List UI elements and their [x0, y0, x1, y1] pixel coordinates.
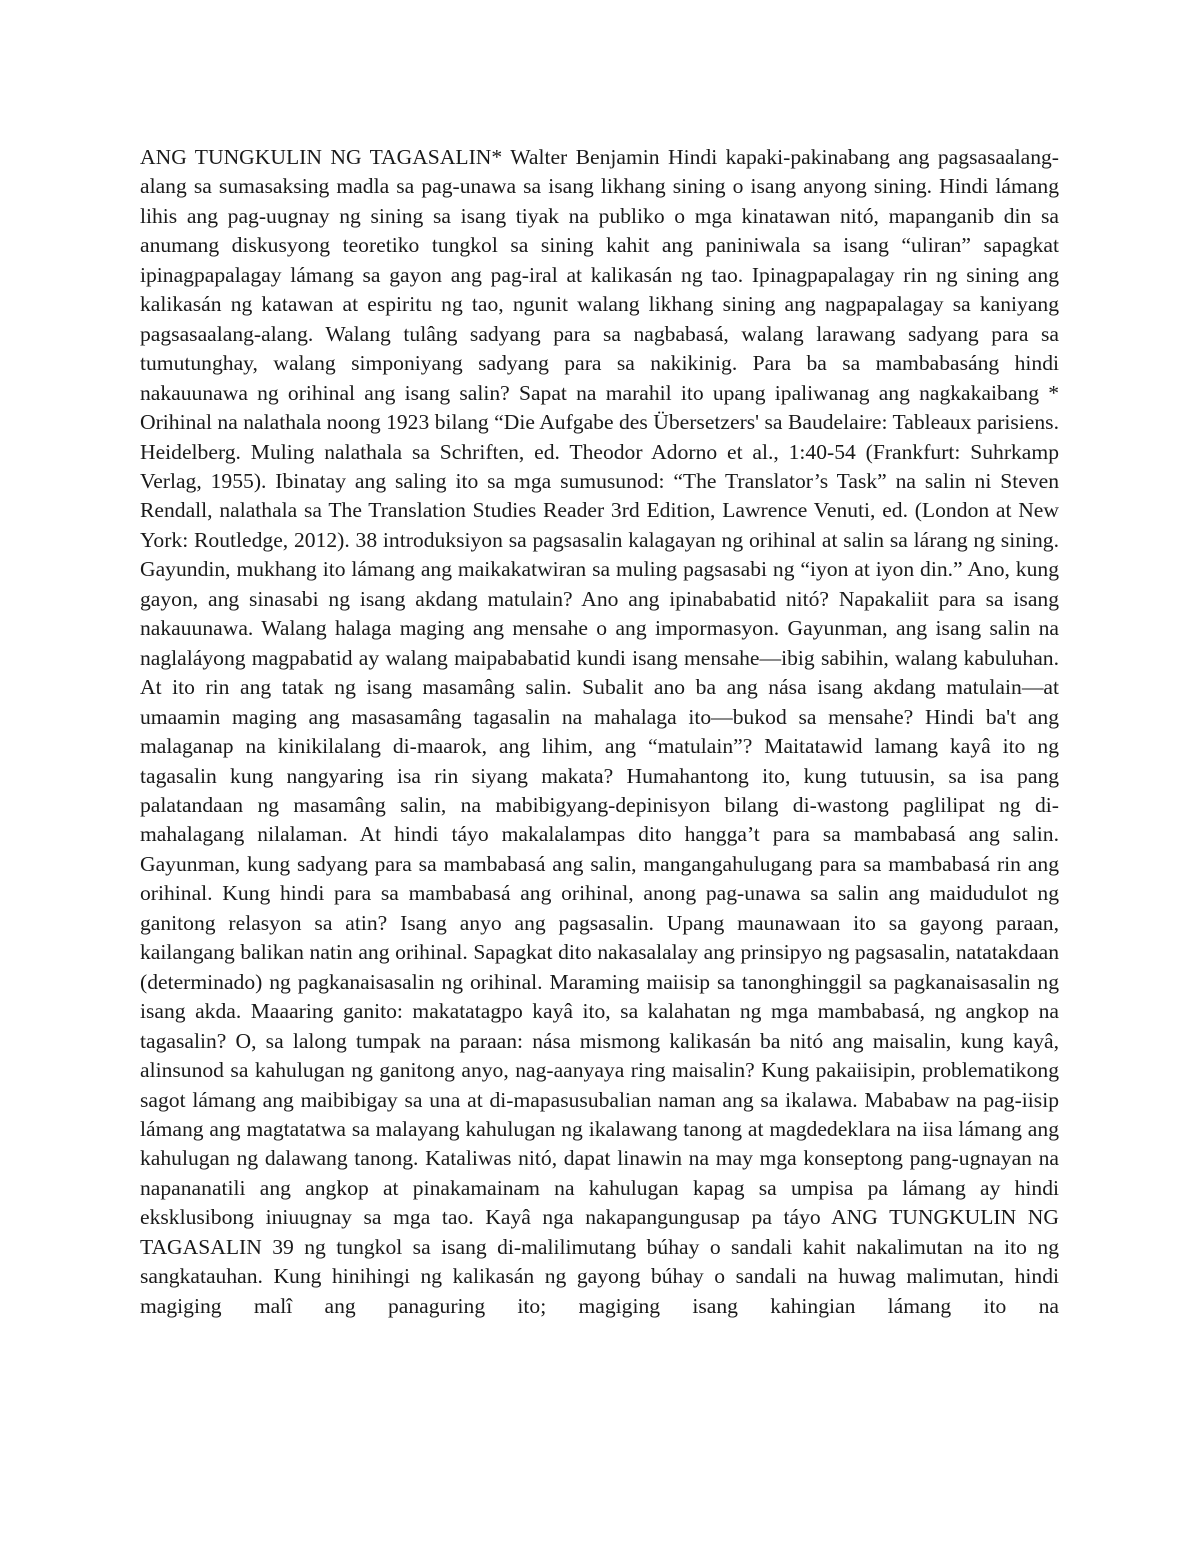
body-paragraph: ANG TUNGKULIN NG TAGASALIN* Walter Benjamin Hindi kapaki-pakinabang ang pagsasaalang-alang sa sumasaksing madla sa pag-unawa sa isang likhang sining o isang anyong sining. Hindi lámang lihis ang pag-uugnay ng sining sa isang tiyak na publiko o mga kinatawan nitó, mapanganib din sa anumang diskusyong teoretiko tungkol sa sining kahit ang paniniwala sa isang “uliran” sapagkat ipinagpapalagay lámang sa gayon ang pag-iral at kalikasán ng tao. Ipinagpapalagay rin ng sining ang kalikasán ng katawan at espiritu ng tao, ngunit walang likhang sining ang nagpapalagay sa kaniyang pagsasaalang-alang. Walang tulâng sadyang para sa nagbabasá, walang larawang sadyang para sa tumutunghay, walang simponiyang sadyang para sa nakikinig. Para ba sa mambabasáng hindi nakauunawa ng orihinal ang isang salin? Sapat na marahil ito upang ipaliwanag ang nagkakaibang * Orihinal na nalathala noong 1923 bilang “Die Aufgabe des Übersetzers' sa Baudelaire: Tableaux parisiens. Heidelberg. Muling nalathala sa Schriften, ed. Theodor Adorno et al., 1:40-54 (Frankfurt: Suhrkamp Verlag, 1955). Ibinatay ang saling ito sa mga sumusunod: “The Translator’s Task” na salin ni Steven Rendall, nalathala sa The Translation Studies Reader 3rd Edition, Lawrence Venuti, ed. (London at New York: Routledge, 2012). 38 introduksiyon sa pagsasalin kalagayan ng orihinal at salin sa lárang ng sining. Gayundin, mukhang ito lámang ang maikakatwiran sa muling pagsasabi ng “iyon at iyon din.” Ano, kung gayon, ang sinasabi ng isang akdang matulain? Ano ang ipinababatid nitó? Napakaliit para sa isang nakauunawa. Walang halaga maging ang mensahe o ang impormasyon. Gayunman, ang isang salin na naglaláyong magpabatid ay walang maipababatid kundi isang mensahe—ibig sabihin, walang kabuluhan. At ito rin ang tatak ng isang masamâng salin. Subalit ano ba ang nása isang akdang matulain—at umaamin maging ang masasamâng tagasalin na mahalaga ito—bukod sa mensahe? Hindi ba't ang malaganap na kinikilalang di-maarok, ang lihim, ang “matulain”? Maitatawid lamang kayâ ito ng tagasalin kung nangyaring isa rin siyang makata? Humahantong ito, kung tutuusin, sa isa pang palatandaan ng masamâng salin, na mabibigyang-depinisyon bilang di-wastong paglilipat ng di-mahalagang nilalaman. At hindi táyo makalalampas dito hangga’t para sa mambabasá ang salin. Gayunman, kung sadyang para sa mambabasá ang salin, mangangahulugang para sa mambabasá rin ang orihinal. Kung hindi para sa mambabasá ang orihinal, anong pag-unawa sa salin ang maidudulot ng ganitong relasyon sa atin? Isang anyo ang pagsasalin. Upang maunawaan ito sa gayong paraan, kailangang balikan natin ang orihinal. Sapagkat dito nakasalalay ang prinsipyo ng pagsasalin, natatakdaan (determinado) ng pagkanaisasalin ng orihinal. Maraming maiisip sa tanonghinggil sa pagkanaisasalin ng isang akda. Maaaring ganito: makatatagpo kayâ ito, sa kalahatan ng mga mambabasá, ng angkop na tagasalin? O, sa lalong tumpak na paraan: nása mismong kalikasán ba nitó ang maisalin, kung kayâ, alinsunod sa kahulugan ng ganitong anyo, nag-aanyaya ring maisalin? Kung pakaiisipin, problematikong sagot lámang ang maibibigay sa una at di-mapasusubalian naman ang sa ikalawa. Mababaw na pag-iisip lámang ang magtatatwa sa malayang kahulugan ng ikalawang tanong at magdedeklara na iisa lámang ang kahulugan ng dalawang tanong. Kataliwas nitó, dapat linawin na may mga konseptong pang-ugnayan na napananatili ang angkop at pinakamainam na kahulugan kapag sa umpisa pa lámang ay hindi eksklusibong iniuugnay sa mga tao. Kayâ nga nakapangungusap pa táyo ANG TUNGKULIN NG TAGASALIN 39 ng tungkol sa isang di-malilimutang búhay o sandali kahit nakalimutan na ito ng sangkatauhan. Kung hinihingi ng kalikasán ng gayong búhay o sandali na huwag malimutan, hindi magiging malî ang panaguring ito; magiging isang kahingian lámang ito na: [140, 145, 1059, 1318]
